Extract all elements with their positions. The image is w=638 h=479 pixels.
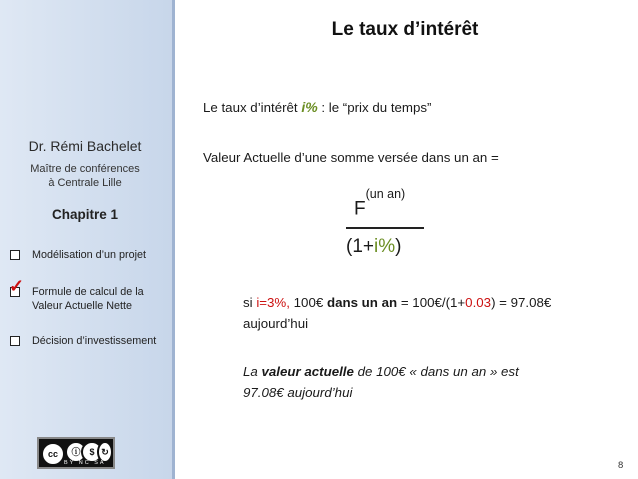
sidebar-divider <box>172 0 175 479</box>
example-rate: i=3%, <box>256 295 290 310</box>
example-rate-value: 0.03 <box>465 295 492 310</box>
author-name: Dr. Rémi Bachelet <box>28 138 142 154</box>
nav-item-label-line2: Valeur Actuelle Nette <box>32 300 133 312</box>
intro-line <box>203 99 431 115</box>
formula-numerator <box>354 187 406 220</box>
example-equation-end: ) = 97.08€ <box>491 295 552 310</box>
sa-icon: ↻ <box>97 441 113 463</box>
example-amount: 100€ <box>293 295 324 310</box>
numerator-subscript: (un an) <box>365 187 406 201</box>
fraction-bar <box>346 227 424 229</box>
author-role-line2: à Centrale Lille <box>48 177 122 189</box>
example-text <box>243 292 623 334</box>
conclusion-pre: La <box>243 364 258 379</box>
nav-item-label <box>32 285 170 313</box>
creative-commons-badge[interactable] <box>37 437 115 469</box>
nav-item-label-line1: Formule de calcul de la <box>32 286 144 298</box>
numerator-letter: F <box>354 198 366 220</box>
example-equation-start: = 100€/(1+ <box>400 295 466 310</box>
intro-text: Le taux d’intérêt <box>203 100 298 115</box>
slide-title: Le taux d’intérêt <box>331 19 479 40</box>
conclusion-text <box>243 361 613 403</box>
present-value-line: Valeur Actuelle d’une somme versée dans un an = <box>203 150 499 165</box>
author-role <box>0 162 170 190</box>
author-role-line1: Maître de conférences <box>30 163 140 175</box>
conclusion-line2: 97.08€ aujourd’hui <box>243 385 353 400</box>
checkmark-icon: ✓ <box>9 276 25 296</box>
example-line2: aujourd’hui <box>243 316 309 331</box>
formula-denominator <box>346 236 401 258</box>
conclusion-bold: valeur actuelle <box>261 364 354 379</box>
nav-item-label: Décision d’investissement <box>32 335 157 347</box>
example-bold: dans un an <box>326 295 398 310</box>
nc-icon: $ <box>81 441 103 463</box>
nav-item-label: Modélisation d’un projet <box>32 249 147 261</box>
chapter-label: Chapitre 1 <box>51 207 119 222</box>
license-labels: BY NC SA <box>64 460 106 466</box>
denominator-open: (1+ <box>346 236 374 257</box>
sidebar <box>0 0 175 479</box>
checkbox-icon <box>10 250 20 260</box>
denominator-close: ) <box>395 236 402 257</box>
example-si: si <box>243 295 253 310</box>
conclusion-post: de 100€ « dans un an » est <box>357 364 519 379</box>
cc-icon: cc <box>41 442 65 466</box>
checkbox-icon <box>10 336 20 346</box>
by-icon: ⓘ <box>65 441 87 463</box>
interest-variable: i% <box>301 99 318 115</box>
page-number: 8 <box>618 460 624 471</box>
denominator-variable: i% <box>374 236 396 257</box>
intro-text-end: : le “prix du temps” <box>321 100 432 115</box>
